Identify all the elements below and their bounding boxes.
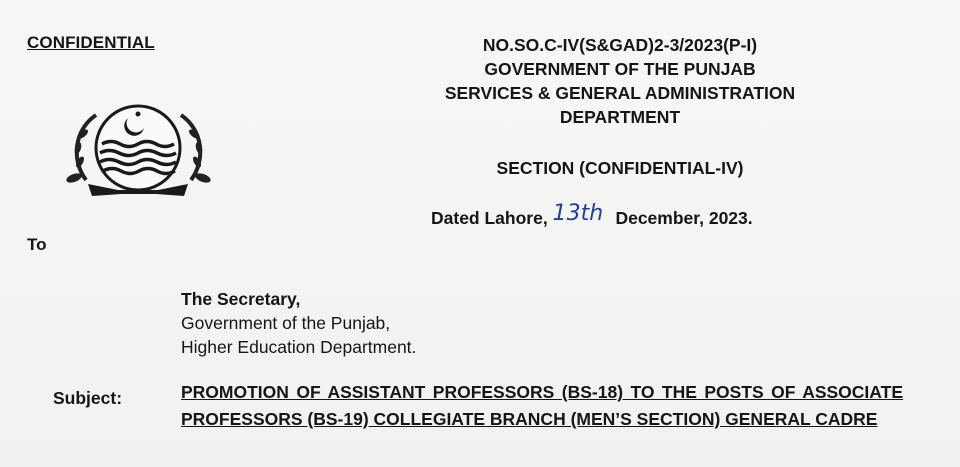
department-name-line2: DEPARTMENT (559, 107, 681, 127)
classification-label: CONFIDENTIAL (27, 33, 155, 52)
addressee-government: Government of the Punjab, (181, 313, 391, 333)
subject-label: Subject: (53, 388, 123, 408)
handwritten-day: 13th (552, 201, 604, 226)
section-name: SECTION (CONFIDENTIAL-IV) (496, 158, 744, 178)
date-line (431, 201, 753, 230)
date-suffix: December, 2023. (615, 208, 753, 228)
department-name-line1: SERVICES & GENERAL ADMINISTRATION (444, 83, 796, 103)
date-prefix: Dated Lahore, (431, 208, 548, 228)
letterhead (420, 33, 820, 129)
addressee-block (181, 287, 416, 359)
punjab-emblem-icon (66, 100, 211, 200)
reference-number: NO.SO.C-IV(S&GAD)2-3/2023(P-I) (482, 35, 758, 55)
addressee-department: Higher Education Department. (181, 337, 417, 357)
subject-text: PROMOTION OF ASSISTANT PROFESSORS (BS-18) TO THE POSTS OF ASSOCIATE PROFESSORS (BS-19) COLLEGIATE BRANCH (MEN’S SECTION) GENERAL CADRE (181, 382, 903, 429)
government-name: GOVERNMENT OF THE PUNJAB (484, 59, 756, 79)
addressee-title: The Secretary, (181, 289, 301, 309)
to-label: To (27, 235, 47, 254)
